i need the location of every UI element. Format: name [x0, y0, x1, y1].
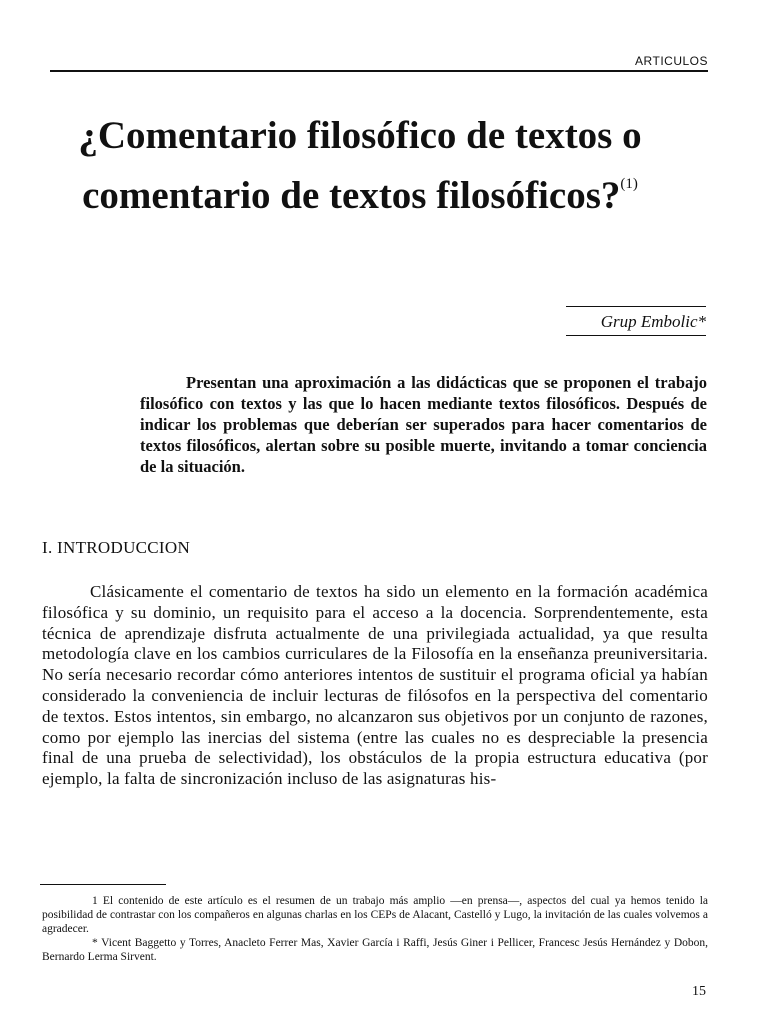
- article-title: [40, 112, 680, 220]
- author-rule-bottom: [566, 335, 706, 336]
- footnote-rule: [40, 884, 166, 885]
- page-number: 15: [692, 984, 706, 999]
- section-heading: I. INTRODUCCION: [42, 538, 191, 557]
- section-label: ARTICULOS: [635, 54, 708, 68]
- header-rule: [50, 70, 708, 72]
- footnote-1: 1 El contenido de este artículo es el resumen de un trabajo más amplio —en prensa—, aspectos del cual ya hemos tenido la posibilidad de contrastar con los compañeros en algunas charlas en los CEPs de Alacant, Castelló y Lugo, la invitación de las cuales volvemos a agradecer.: [42, 895, 708, 935]
- author-name: Grup Embolic*: [600, 312, 706, 331]
- title-footnote-marker: (1): [620, 176, 638, 192]
- author-block: [566, 306, 706, 336]
- article-title-text: ¿Comentario filosófico de textos o comentario de textos filosóficos?: [78, 114, 642, 217]
- body-paragraph: Clásicamente el comentario de textos ha sido un elemento en la formación académica filosófica y su dominio, un requisito para el acceso a la docencia. Sorprendentemente, esta técnica de aprendizaje disfruta actualmente de una privilegiada actualidad, ya que resulta metodología clave en los cambios curriculares de la Filosofía en la enseñanza preuniversitaria. No sería necesario recordar cómo anteriores intentos de sustituir el programa oficial ya habían considerado la conveniencia de incluir lecturas de filósofos en la perspectiva del comentario de textos. Estos intentos, sin embargo, no alcanzaron sus objetivos por un conjunto de razones, como por ejemplo las inercias del sistema (entre las cuales no es despreciable la presencia final de una prueba de selectividad), los obstáculos de la propia estructura educativa (por ejemplo, la falta de sincronización incluso de las asignaturas his-: [42, 582, 708, 789]
- abstract: Presentan una aproximación a las didácticas que se proponen el trabajo filosófico con textos y las que lo hacen mediante textos filosóficos. Después de indicar los problemas que deberían ser superados para hacer comentarios de textos filosóficos, alertan sobre su posible muerte, invitando a tomar conciencia de la situación.: [140, 373, 707, 476]
- footnote-author: * Vicent Baggetto y Torres, Anacleto Ferrer Mas, Xavier García i Raffi, Jesús Giner i Pellicer, Francesc Jesús Hernández y Dobon, Bernardo Lerma Sirvent.: [42, 937, 708, 963]
